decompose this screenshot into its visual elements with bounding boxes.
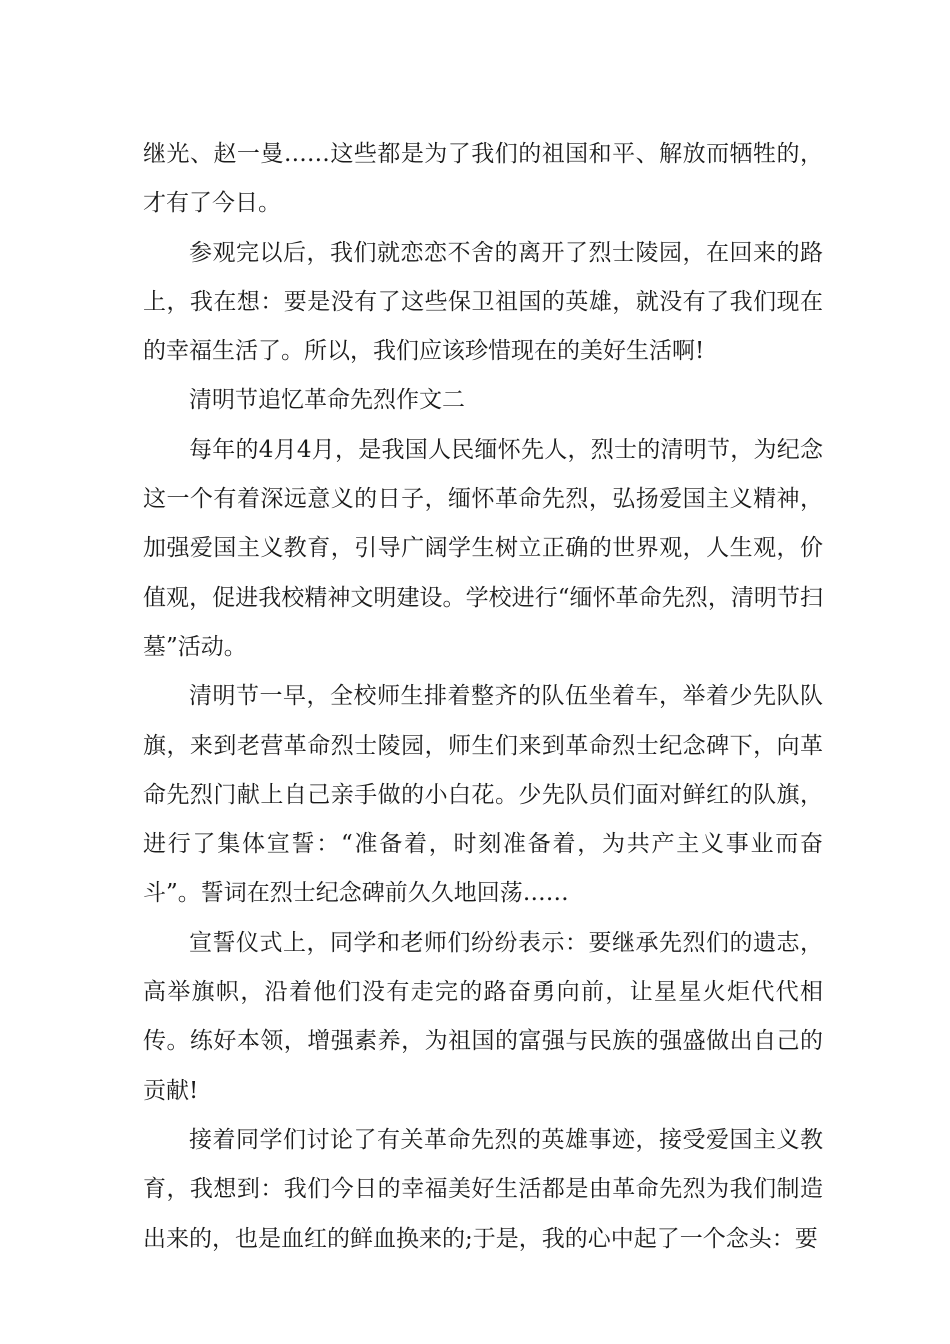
paragraph: 清明节一早，全校师生排着整齐的队伍坐着车，举着少先队队旗，来到老营革命烈士陵园，师生们来到革命烈士纪念碑下，向革命先烈门献上自己亲手做的小白花。少先队员们面对鲜红的队旗，进行了集体宣誓：“准备着，时刻准备着，为共产主义事业而奋斗”。誓词在烈士纪念碑前久久地回荡…… — [143, 683, 823, 907]
section-heading: 清明节追忆革命先烈作文二 — [189, 387, 465, 414]
paragraph: 宣誓仪式上，同学和老师们纷纷表示：要继承先烈们的遗志，高举旗帜，沿着他们没有走完的路奋勇向前，让星星火炬代代相传。练好本领，增强素养，为祖国的富强与民族的强盛做出自己的贡献! — [143, 929, 823, 1104]
paragraph: 每年的4月4月，是我国人民缅怀先人，烈士的清明节，为纪念这一个有着深远意义的日子，缅怀革命先烈，弘扬爱国主义精神，加强爱国主义教育，引导广阔学生树立正确的世界观，人生观，价值观，促进我校精神文明建设。学校进行“缅怀革命先烈，清明节扫墓”活动。 — [143, 436, 823, 660]
paragraph: 继光、赵一曼……这些都是为了我们的祖国和平、解放而牺牲的，才有了今日。 — [143, 141, 823, 217]
document-body — [143, 130, 823, 1264]
paragraph: 参观完以后，我们就恋恋不舍的离开了烈士陵园，在回来的路上，我在想：要是没有了这些保卫祖国的英雄，就没有了我们现在的幸福生活了。所以，我们应该珍惜现在的美好生活啊! — [143, 239, 823, 365]
paragraph: 接着同学们讨论了有关革命先烈的英雄事迹，接受爱国主义教育，我想到：我们今日的幸福美好生活都是由革命先烈为我们制造出来的，也是血红的鲜血换来的;于是，我的心中起了一个念头：要 — [143, 1126, 823, 1252]
